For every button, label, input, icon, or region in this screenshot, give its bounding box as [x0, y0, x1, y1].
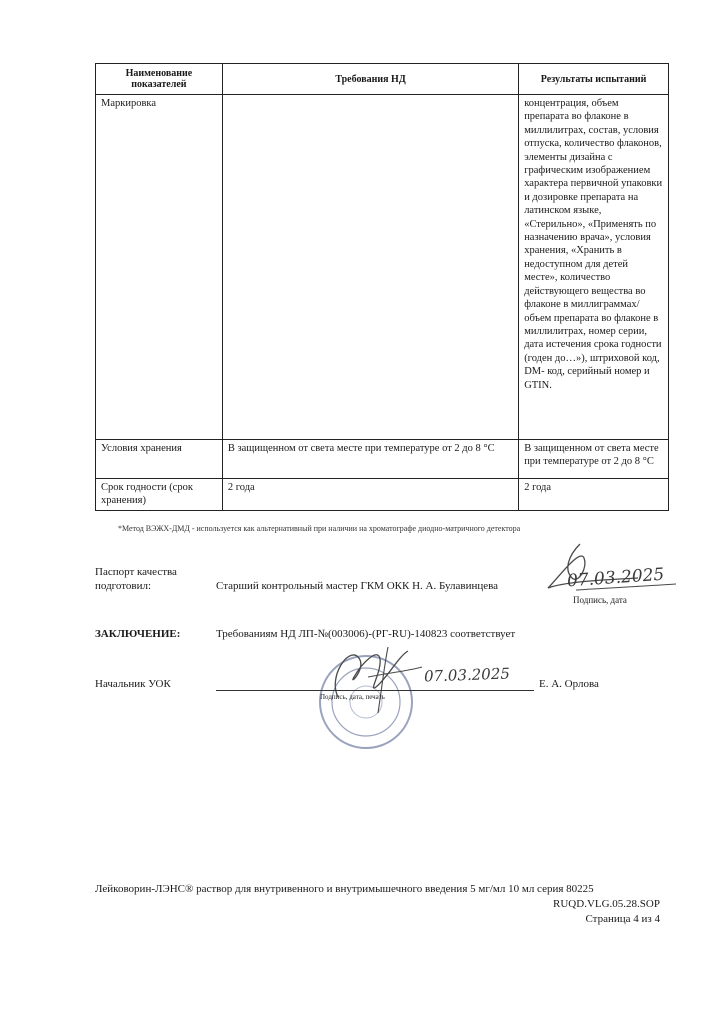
- preparer-sign-caption: Подпись, дата: [573, 595, 627, 605]
- cell-name: Маркировка: [96, 95, 223, 440]
- passport-preparer: Старший контрольный мастер ГКМ ОКК Н. А. Булавинцева: [216, 580, 499, 592]
- conclusion-text: Требованиям НД ЛП-№(003006)-(РГ-RU)-140823 соответствует: [216, 628, 516, 640]
- cell-requirement: [222, 95, 518, 440]
- table-row: [96, 95, 669, 440]
- results-table: [95, 63, 669, 511]
- table-row: [96, 479, 669, 511]
- signature-head: [318, 637, 428, 717]
- cell-name: Срок годности (срок хранения): [96, 479, 223, 511]
- head-name: Е. А. Орлова: [539, 678, 599, 690]
- header-results: Результаты испытаний: [519, 64, 669, 95]
- header-requirements: Требования НД: [222, 64, 518, 95]
- table-row: [96, 440, 669, 479]
- head-hand-date: 07.03.2025: [423, 664, 511, 686]
- table-footnote: *Метод ВЭЖХ-ДМД - используется как альтернативный при наличии на хроматографе диодно-матричного детектора: [118, 524, 521, 533]
- cell-requirement: В защищенном от света месте при температуре от 2 до 8 °С: [222, 440, 518, 479]
- footer-page-number: Страница 4 из 4: [585, 913, 660, 925]
- cell-result: концентрация, объем препарата во флаконе в миллилитрах, состав, условия отпуска, количество флаконов, элементы дизайна с графическим изображением характера первичной упаковки и дозировке препарата на латинском языке, «Стерильно», «Применять по назначению врача», условия хранения, «Хранить в недоступном для детей месте», количество действующего вещества во флаконе в миллиграммах/объем препарата во флаконе в миллилитрах, номер серии, дата истечения срока годности (годен до…»), штриховой код, DM- код, серийный номер и GTIN.: [519, 95, 669, 440]
- footer-doc-code: RUQD.VLG.05.28.SOP: [553, 898, 660, 910]
- header-indicator: Наименование показателей: [96, 64, 223, 95]
- passport-label: Паспорт качества подготовил:: [95, 566, 177, 592]
- preparer-hand-date: 07.03.2025: [566, 564, 665, 592]
- head-label: Начальник УОК: [95, 678, 171, 690]
- cell-result: В защищенном от света месте при температуре от 2 до 8 °С: [519, 440, 669, 479]
- cell-requirement: 2 года: [222, 479, 518, 511]
- head-sign-caption: Подпись, дата, печать: [320, 693, 385, 701]
- cell-name: Условия хранения: [96, 440, 223, 479]
- table-header-row: [96, 64, 669, 95]
- conclusion-label: ЗАКЛЮЧЕНИЕ:: [95, 628, 181, 640]
- cell-result: 2 года: [519, 479, 669, 511]
- footer-product: Лейковорин-ЛЭНС® раствор для внутривенного и внутримышечного введения 5 мг/мл 10 мл серия 80225: [95, 883, 594, 895]
